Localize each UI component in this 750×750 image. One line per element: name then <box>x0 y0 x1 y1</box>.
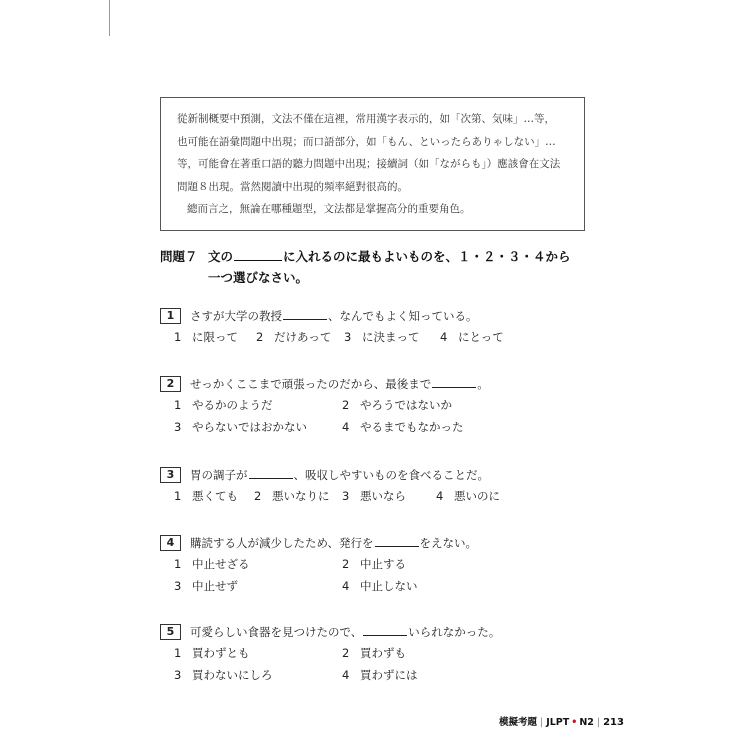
question-5 <box>160 622 600 686</box>
footer-level: N2 <box>579 717 594 728</box>
option[interactable]: 1 中止せざる <box>174 557 250 571</box>
question-stem: さすが大学の教授 、なんでもよく知っている。 <box>190 309 478 323</box>
option[interactable]: 4 中止しない <box>342 579 418 593</box>
option[interactable]: 3 やらないではおかない <box>174 420 307 434</box>
answer-blank <box>283 308 327 320</box>
question-stem: せっかくここまで頑張ったのだから、最後まで 。 <box>190 377 489 391</box>
instruction-text: に入れるのに最もよいものを、１・２・３・４から <box>283 249 571 264</box>
answer-blank <box>249 467 293 479</box>
note-box <box>160 97 585 231</box>
page-footer <box>499 714 624 728</box>
section-instruction <box>208 246 571 267</box>
footer-separator: | <box>596 717 601 728</box>
note-line: 從新制概要中預測，文法不僅在這裡，常用漢字表示的，如「次第、気味」…等， <box>177 113 555 125</box>
question-1 <box>160 306 600 348</box>
question-number-box: 4 <box>160 535 181 551</box>
answer-blank <box>375 535 419 547</box>
option[interactable]: 2 中止する <box>342 557 406 571</box>
option[interactable]: 3 中止せず <box>174 579 238 593</box>
option[interactable]: 3 買わないにしろ <box>174 668 273 682</box>
option[interactable]: 2 買わずも <box>342 646 406 660</box>
option[interactable]: 2 やろうではないか <box>342 398 452 412</box>
section-heading <box>160 246 600 288</box>
page-edge-line <box>109 0 110 36</box>
note-line: 也可能在語彙問題中出現；而口語部分，如「もん、といったらありゃしない」… <box>177 135 556 148</box>
page-number: 213 <box>603 717 624 728</box>
note-line: 問題８出現。當然閱讀中出現的頻率絕對很高的。 <box>177 180 408 193</box>
question-2 <box>160 374 600 438</box>
option[interactable]: 2 だけあって <box>256 330 332 344</box>
note-line: 總而言之，無論在哪種題型，文法都是掌握高分的重要角色。 <box>187 203 471 215</box>
option[interactable]: 1 悪くても <box>174 489 238 503</box>
note-line: 等，可能會在著重口語的聽力問題中出現；接續詞（如「ながらも」）應該會在文法 <box>177 158 561 170</box>
option[interactable]: 3 悪いなら <box>342 489 406 503</box>
question-3 <box>160 465 600 507</box>
question-number-box: 5 <box>160 624 181 640</box>
option[interactable]: 1 買わずとも <box>174 646 250 660</box>
option[interactable]: 3 に決まって <box>344 330 420 344</box>
question-stem: 胃の調子が 、吸収しやすいものを食べることだ。 <box>190 468 489 482</box>
answer-blank <box>432 376 476 388</box>
instruction-text: 文の <box>208 249 234 264</box>
answer-blank <box>363 624 407 636</box>
question-stem: 可愛らしい食器を見つけたので、 いられなかった。 <box>190 625 501 639</box>
option[interactable]: 1 に限って <box>174 330 238 344</box>
question-4 <box>160 533 600 597</box>
section-instruction-line2: 一つ選びなさい。 <box>208 270 309 285</box>
option[interactable]: 2 悪いなりに <box>254 489 330 503</box>
question-number-box: 2 <box>160 376 181 392</box>
blank-line <box>234 248 282 261</box>
footer-separator: | <box>540 717 544 728</box>
question-stem: 購読する人が減少したため、発行を をえない。 <box>190 536 478 550</box>
question-number-box: 1 <box>160 308 181 324</box>
option[interactable]: 4 買わずには <box>342 668 418 682</box>
question-number-box: 3 <box>160 467 181 483</box>
section-number: 問題７ <box>160 249 198 264</box>
footer-exam: JLPT <box>546 717 570 728</box>
option[interactable]: 1 やるかのようだ <box>174 398 273 412</box>
option[interactable]: 4 にとって <box>440 330 504 344</box>
option[interactable]: 4 悪いのに <box>436 489 500 503</box>
footer-title: 模擬考題 <box>499 717 538 728</box>
footer-dot: • <box>571 717 578 728</box>
option[interactable]: 4 やるまでもなかった <box>342 420 464 434</box>
